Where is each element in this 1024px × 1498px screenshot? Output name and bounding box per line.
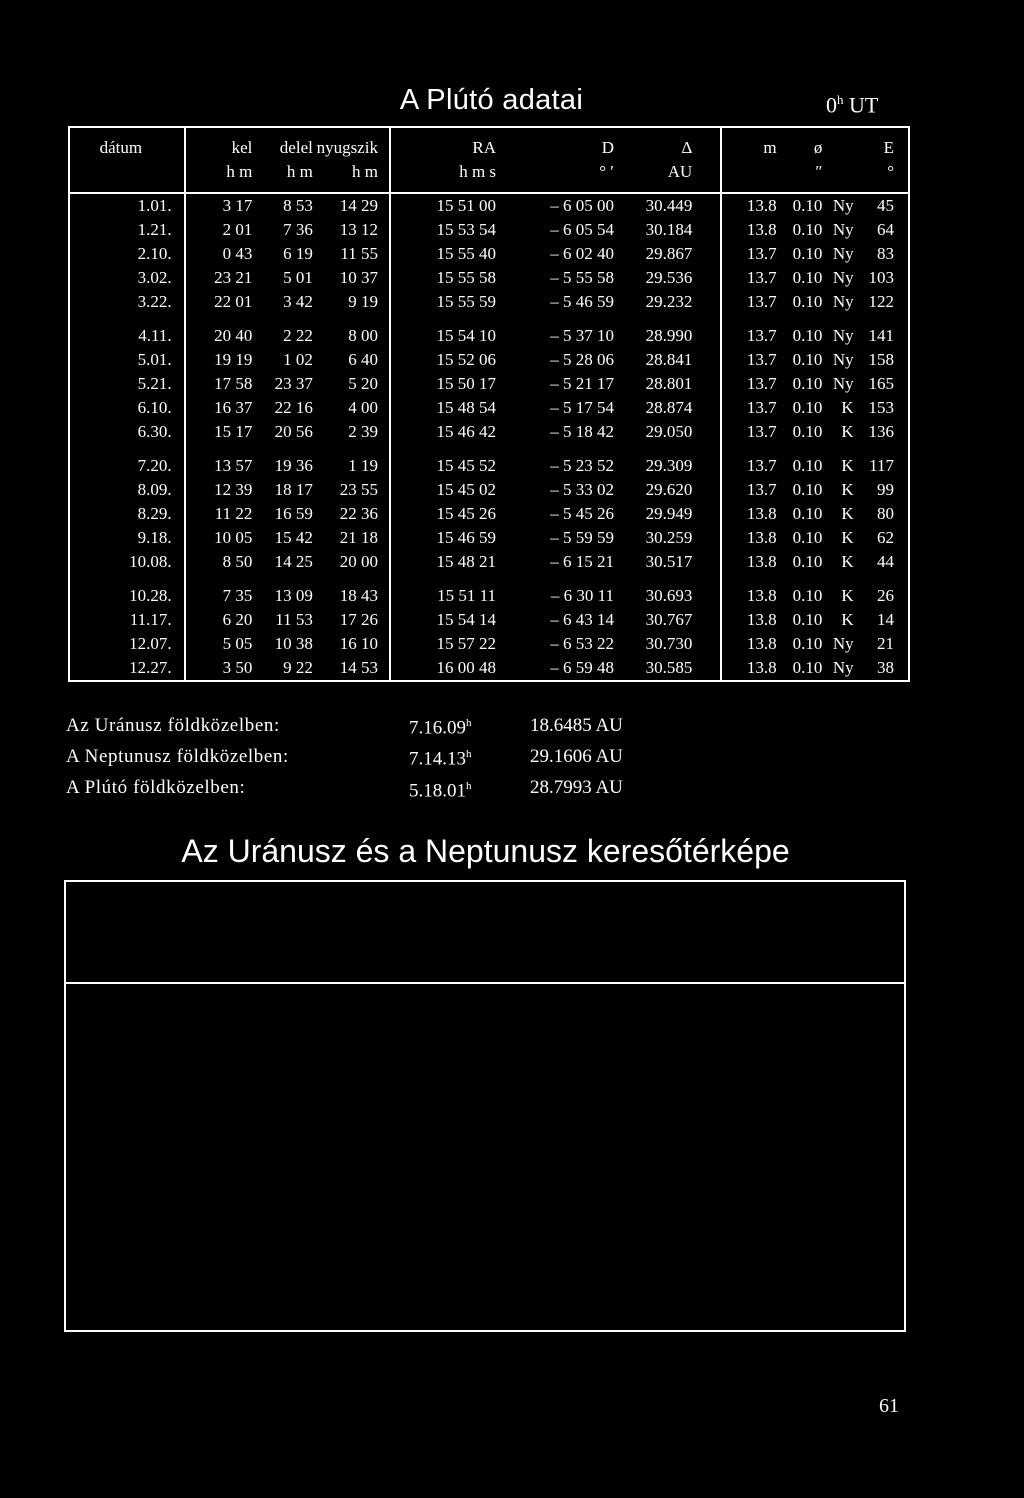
cell-elong-side: K xyxy=(841,480,854,499)
cell-delta: 29.949 xyxy=(614,502,721,526)
cell-delel: 7 36 xyxy=(283,220,313,239)
cell-ra: 15 51 11 xyxy=(437,586,497,605)
cell-date: 9.18. xyxy=(69,526,185,550)
cell-diameter: 0.10 xyxy=(792,292,823,311)
table-row xyxy=(69,266,909,290)
header-kel: kel xyxy=(185,127,253,160)
cell-diameter: 0.10 xyxy=(792,398,823,417)
cell-kel: 13 57 xyxy=(214,456,253,475)
page-title: A Plútó adatai xyxy=(399,84,584,116)
table-row xyxy=(69,242,909,266)
cell-delta: 28.990 xyxy=(614,324,721,348)
cell-d: – 6 43 14 xyxy=(550,610,614,629)
cell-kel: 0 43 xyxy=(222,244,253,263)
cell-delel: 2 22 xyxy=(283,326,313,345)
cell-delta: 30.730 xyxy=(614,632,721,656)
cell-delel: 20 56 xyxy=(274,422,313,441)
cell-m: 13.7 xyxy=(746,326,777,345)
cell-elong-side: Ny xyxy=(832,326,854,345)
table-row xyxy=(69,218,909,242)
cell-diameter: 0.10 xyxy=(792,480,823,499)
table-row xyxy=(69,608,909,632)
cell-diameter: 0.10 xyxy=(792,504,823,523)
closest-approach-notes xyxy=(66,710,623,804)
cell-kel: 15 17 xyxy=(214,422,253,441)
cell-elong-value: 141 xyxy=(854,324,909,348)
cell-nyugszik: 1 19 xyxy=(313,454,390,478)
cell-nyugszik: 21 18 xyxy=(313,526,390,550)
cell-delel: 11 53 xyxy=(275,610,313,629)
cell-kel: 5 05 xyxy=(222,634,253,653)
cell-date: 6.10. xyxy=(69,396,185,420)
cell-kel: 20 40 xyxy=(214,326,253,345)
cell-m: 13.7 xyxy=(746,244,777,263)
cell-delel: 16 59 xyxy=(274,504,313,523)
cell-delel: 10 38 xyxy=(274,634,313,653)
cell-m: 13.8 xyxy=(746,220,777,239)
cell-delta: 30.259 xyxy=(614,526,721,550)
table-row xyxy=(69,290,909,314)
cell-kel: 8 50 xyxy=(222,552,253,571)
cell-elong-value: 158 xyxy=(854,348,909,372)
cell-d: – 6 30 11 xyxy=(550,586,614,605)
cell-date: 12.07. xyxy=(69,632,185,656)
cell-delta: 30.693 xyxy=(614,584,721,608)
cell-nyugszik: 16 10 xyxy=(313,632,390,656)
cell-d: – 5 59 59 xyxy=(550,528,614,547)
cell-date: 2.10. xyxy=(69,242,185,266)
header-elongation: E xyxy=(854,127,909,160)
unit-diameter: ″ xyxy=(777,160,823,193)
cell-date: 10.28. xyxy=(69,584,185,608)
note-distance: 28.7993 AU xyxy=(530,777,623,799)
cell-delta: 28.874 xyxy=(614,396,721,420)
cell-date: 4.11. xyxy=(69,324,185,348)
header-m: m xyxy=(721,127,776,160)
cell-delel: 1 02 xyxy=(283,350,313,369)
cell-nyugszik: 13 12 xyxy=(313,218,390,242)
cell-d: – 5 45 26 xyxy=(550,504,614,523)
header-diameter: ø xyxy=(777,127,823,160)
cell-date: 1.21. xyxy=(69,218,185,242)
table-row xyxy=(69,454,909,478)
cell-elong-side: K xyxy=(841,504,854,523)
cell-delta: 30.585 xyxy=(614,656,721,681)
table-row xyxy=(69,632,909,656)
header-ra: RA xyxy=(390,127,516,160)
cell-elong-side: Ny xyxy=(832,350,854,369)
table-row xyxy=(69,420,909,444)
cell-kel: 19 19 xyxy=(214,350,253,369)
table-row xyxy=(69,550,909,574)
cell-ra: 15 45 52 xyxy=(436,456,497,475)
cell-ra: 15 50 17 xyxy=(436,374,497,393)
cell-d: – 5 37 10 xyxy=(550,326,614,345)
cell-elong-value: 26 xyxy=(854,584,909,608)
table-row xyxy=(69,396,909,420)
header-row xyxy=(69,127,909,160)
cell-elong-value: 153 xyxy=(854,396,909,420)
cell-elong-side: Ny xyxy=(832,220,854,239)
unit-ra: h m s xyxy=(390,160,516,193)
table-row xyxy=(69,193,909,218)
cell-m: 13.8 xyxy=(746,528,777,547)
cell-elong-side: K xyxy=(841,398,854,417)
cell-elong-side: Ny xyxy=(832,196,854,215)
cell-delel: 14 25 xyxy=(274,552,313,571)
cell-elong-value: 38 xyxy=(854,656,909,681)
cell-nyugszik: 23 55 xyxy=(313,478,390,502)
cell-nyugszik: 20 00 xyxy=(313,550,390,574)
cell-d: – 5 21 17 xyxy=(550,374,614,393)
cell-m: 13.8 xyxy=(746,634,777,653)
cell-d: – 6 05 00 xyxy=(550,196,614,215)
header-delta: Δ xyxy=(614,127,721,160)
note-distance: 29.1606 AU xyxy=(530,745,623,767)
cell-nyugszik: 5 20 xyxy=(313,372,390,396)
note-label: A Neptunusz földközelben: xyxy=(66,745,289,767)
header-date: dátum xyxy=(69,127,185,160)
table-row xyxy=(69,526,909,550)
cell-date: 3.22. xyxy=(69,290,185,314)
note-label: Az Uránusz földközelben: xyxy=(66,714,280,736)
cell-ra: 15 55 40 xyxy=(436,244,497,263)
table-row xyxy=(69,348,909,372)
time-reference: 0$^h$ UT xyxy=(826,92,879,118)
cell-elong-side: Ny xyxy=(832,268,854,287)
cell-kel: 7 35 xyxy=(222,586,253,605)
cell-delta: 30.449 xyxy=(614,193,721,218)
unit-d: ° ′ xyxy=(516,160,614,193)
page-number: 61 xyxy=(879,1395,899,1417)
cell-diameter: 0.10 xyxy=(777,656,823,681)
cell-diameter: 0.10 xyxy=(792,326,823,345)
cell-elong-side: Ny xyxy=(832,244,854,263)
cell-diameter: 0.10 xyxy=(792,634,823,653)
cell-delel: 22 16 xyxy=(274,398,313,417)
cell-d: – 5 46 59 xyxy=(550,292,614,311)
header-nyugszik: nyugszik xyxy=(313,127,390,160)
cell-ra: 15 57 22 xyxy=(436,634,497,653)
cell-kel: 12 39 xyxy=(214,480,253,499)
cell-d: – 6 15 21 xyxy=(550,552,614,571)
cell-delel: 6 19 xyxy=(283,244,313,263)
finder-chart-frame xyxy=(64,880,906,1332)
cell-d: – 5 55 58 xyxy=(550,268,614,287)
cell-date: 11.17. xyxy=(69,608,185,632)
cell-delel: 8 53 xyxy=(283,196,313,215)
cell-diameter: 0.10 xyxy=(792,350,823,369)
cell-date: 5.21. xyxy=(69,372,185,396)
cell-elong-value: 80 xyxy=(854,502,909,526)
cell-nyugszik: 2 39 xyxy=(313,420,390,444)
cell-elong-value: 62 xyxy=(854,526,909,550)
cell-elong-side: K xyxy=(841,528,854,547)
cell-date: 3.02. xyxy=(69,266,185,290)
table-row xyxy=(69,478,909,502)
cell-d: – 6 02 40 xyxy=(550,244,614,263)
cell-delta: 30.517 xyxy=(614,550,721,574)
header-d: D xyxy=(516,127,614,160)
cell-elong-value: 122 xyxy=(854,290,909,314)
cell-diameter: 0.10 xyxy=(792,456,823,475)
cell-diameter: 0.10 xyxy=(792,610,823,629)
cell-nyugszik: 8 00 xyxy=(313,324,390,348)
cell-elong-value: 45 xyxy=(854,193,909,218)
cell-m: 13.7 xyxy=(746,480,777,499)
unit-delta: AU xyxy=(614,160,721,193)
cell-diameter: 0.10 xyxy=(792,528,823,547)
cell-m: 13.8 xyxy=(746,552,777,571)
units-row xyxy=(69,160,909,193)
cell-elong-value: 103 xyxy=(854,266,909,290)
cell-d: – 5 33 02 xyxy=(550,480,614,499)
cell-elong-side: K xyxy=(841,610,854,629)
cell-d: – 6 59 48 xyxy=(516,656,614,681)
cell-elong-value: 64 xyxy=(854,218,909,242)
cell-d: – 5 18 42 xyxy=(550,422,614,441)
cell-ra: 15 52 06 xyxy=(436,350,497,369)
cell-elong-side: Ny xyxy=(832,292,854,311)
group-spacer xyxy=(69,444,909,454)
cell-m: 13.7 xyxy=(746,456,777,475)
cell-kel: 16 37 xyxy=(214,398,253,417)
cell-diameter: 0.10 xyxy=(792,374,823,393)
cell-nyugszik: 22 36 xyxy=(313,502,390,526)
cell-kel: 2 01 xyxy=(222,220,253,239)
cell-ra: 15 55 59 xyxy=(436,292,497,311)
cell-date: 6.30. xyxy=(69,420,185,444)
note-label: A Plútó földközelben: xyxy=(66,777,246,799)
cell-nyugszik: 4 00 xyxy=(313,396,390,420)
cell-kel: 23 21 xyxy=(214,268,253,287)
cell-nyugszik: 9 19 xyxy=(313,290,390,314)
table-row xyxy=(69,584,909,608)
cell-d: – 6 53 22 xyxy=(550,634,614,653)
cell-elong-side: Ny xyxy=(832,634,854,653)
cell-elong-side: K xyxy=(841,456,854,475)
cell-m: 13.8 xyxy=(721,656,776,681)
cell-ra: 15 48 21 xyxy=(436,552,497,571)
cell-kel: 17 58 xyxy=(214,374,253,393)
note-row xyxy=(66,741,623,772)
cell-delta: 30.184 xyxy=(614,218,721,242)
cell-kel: 6 20 xyxy=(222,610,253,629)
cell-delta: 29.620 xyxy=(614,478,721,502)
unit-nyugszik: h m xyxy=(313,160,390,193)
cell-nyugszik: 10 37 xyxy=(313,266,390,290)
cell-m: 13.7 xyxy=(746,398,777,417)
cell-date: 8.09. xyxy=(69,478,185,502)
cell-delta: 28.841 xyxy=(614,348,721,372)
cell-date: 8.29. xyxy=(69,502,185,526)
table-row xyxy=(69,372,909,396)
cell-elong-value: 44 xyxy=(854,550,909,574)
note-time: 7.14.13$^h$ xyxy=(409,748,472,770)
table-row xyxy=(69,656,909,681)
cell-ra: 15 53 54 xyxy=(436,220,497,239)
table-row xyxy=(69,324,909,348)
unit-delel: h m xyxy=(252,160,312,193)
cell-delta: 29.536 xyxy=(614,266,721,290)
cell-elong-side: Ny xyxy=(822,656,853,681)
cell-ra: 15 46 42 xyxy=(436,422,497,441)
table-body xyxy=(69,193,909,681)
cell-diameter: 0.10 xyxy=(792,268,823,287)
cell-m: 13.7 xyxy=(746,422,777,441)
cell-m: 13.8 xyxy=(746,586,777,605)
cell-diameter: 0.10 xyxy=(792,244,823,263)
cell-m: 13.8 xyxy=(746,196,777,215)
cell-date: 12.27. xyxy=(69,656,185,681)
cell-ra: 15 51 00 xyxy=(436,196,497,215)
cell-date: 7.20. xyxy=(69,454,185,478)
unit-kel: h m xyxy=(185,160,253,193)
cell-diameter: 0.10 xyxy=(792,196,823,215)
cell-elong-value: 165 xyxy=(854,372,909,396)
cell-elong-value: 21 xyxy=(854,632,909,656)
cell-delta: 29.050 xyxy=(614,420,721,444)
cell-delel: 23 37 xyxy=(274,374,313,393)
pluto-data-table xyxy=(68,126,910,682)
cell-elong-value: 99 xyxy=(854,478,909,502)
cell-nyugszik: 11 55 xyxy=(313,242,390,266)
cell-m: 13.7 xyxy=(746,350,777,369)
cell-nyugszik: 17 26 xyxy=(313,608,390,632)
cell-delta: 29.232 xyxy=(614,290,721,314)
cell-delel: 13 09 xyxy=(274,586,313,605)
cell-elong-side: K xyxy=(841,422,854,441)
cell-elong-side: Ny xyxy=(832,374,854,393)
note-time: 7.16.09$^h$ xyxy=(409,717,472,739)
cell-delta: 28.801 xyxy=(614,372,721,396)
cell-elong-side: K xyxy=(841,552,854,571)
cell-delel: 19 36 xyxy=(274,456,313,475)
cell-nyugszik: 14 53 xyxy=(313,656,390,681)
cell-d: – 5 23 52 xyxy=(550,456,614,475)
cell-diameter: 0.10 xyxy=(792,586,823,605)
cell-nyugszik: 6 40 xyxy=(313,348,390,372)
group-spacer xyxy=(69,574,909,584)
cell-ra: 15 55 58 xyxy=(436,268,497,287)
cell-ra: 15 48 54 xyxy=(436,398,497,417)
cell-ra: 15 45 02 xyxy=(436,480,497,499)
cell-kel: 10 05 xyxy=(214,528,253,547)
group-spacer xyxy=(69,314,909,324)
cell-ra: 15 54 10 xyxy=(436,326,497,345)
cell-elong-value: 14 xyxy=(854,608,909,632)
cell-date: 10.08. xyxy=(69,550,185,574)
cell-m: 13.7 xyxy=(746,268,777,287)
table-row xyxy=(69,502,909,526)
cell-m: 13.7 xyxy=(746,374,777,393)
cell-delta: 30.767 xyxy=(614,608,721,632)
cell-kel: 3 17 xyxy=(222,196,253,215)
cell-delel: 3 42 xyxy=(283,292,313,311)
cell-ra: 16 00 48 xyxy=(390,656,516,681)
note-row xyxy=(66,710,623,741)
cell-nyugszik: 14 29 xyxy=(313,193,390,218)
cell-diameter: 0.10 xyxy=(792,220,823,239)
cell-date: 1.01. xyxy=(69,193,185,218)
cell-kel: 3 50 xyxy=(185,656,253,681)
cell-d: – 5 17 54 xyxy=(550,398,614,417)
note-distance: 18.6485 AU xyxy=(530,714,623,736)
cell-delel: 18 17 xyxy=(274,480,313,499)
cell-delel: 9 22 xyxy=(252,656,312,681)
cell-kel: 22 01 xyxy=(214,292,253,311)
cell-elong-value: 83 xyxy=(854,242,909,266)
cell-elong-value: 117 xyxy=(854,454,909,478)
cell-delel: 5 01 xyxy=(283,268,313,287)
cell-m: 13.7 xyxy=(746,292,777,311)
finder-chart-divider xyxy=(66,982,904,984)
cell-kel: 11 22 xyxy=(214,504,253,523)
cell-ra: 15 45 26 xyxy=(436,504,497,523)
cell-ra: 15 54 14 xyxy=(436,610,497,629)
cell-m: 13.8 xyxy=(746,610,777,629)
cell-nyugszik: 18 43 xyxy=(313,584,390,608)
cell-date: 5.01. xyxy=(69,348,185,372)
cell-delel: 15 42 xyxy=(274,528,313,547)
unit-elongation: ° xyxy=(854,160,909,193)
cell-delta: 29.309 xyxy=(614,454,721,478)
cell-ra: 15 46 59 xyxy=(436,528,497,547)
note-row xyxy=(66,773,623,804)
header-delel: delel xyxy=(252,127,312,160)
finder-chart-title: Az Uránusz és a Neptunusz keresőtérképe xyxy=(181,833,790,869)
cell-elong-side: K xyxy=(841,586,854,605)
cell-diameter: 0.10 xyxy=(792,552,823,571)
cell-delta: 29.867 xyxy=(614,242,721,266)
cell-m: 13.8 xyxy=(746,504,777,523)
cell-d: – 5 28 06 xyxy=(550,350,614,369)
cell-elong-value: 136 xyxy=(854,420,909,444)
note-time: 5.18.01$^h$ xyxy=(409,779,472,801)
cell-d: – 6 05 54 xyxy=(550,220,614,239)
cell-diameter: 0.10 xyxy=(792,422,823,441)
